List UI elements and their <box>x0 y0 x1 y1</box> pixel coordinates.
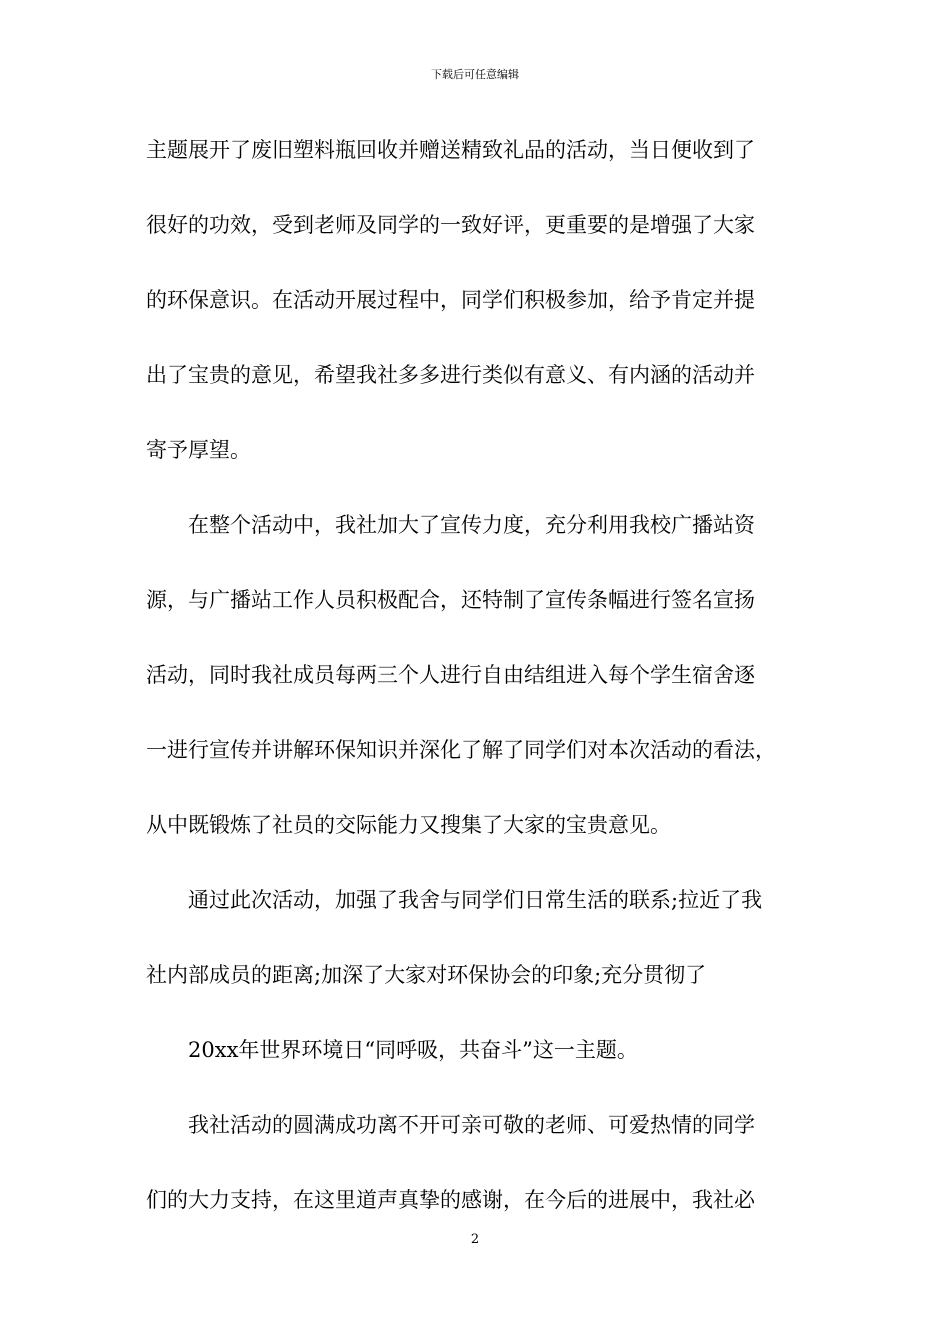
body-line: 寄予厚望。 <box>146 438 251 462</box>
body-line: 从中既锻炼了社员的交际能力又搜集了大家的宝贵意见。 <box>146 813 671 837</box>
body-line: 的环保意识。在活动开展过程中，同学们积极参加，给予肯定并提 <box>146 288 755 312</box>
body-line: 很好的功效，受到老师及同学的一致好评，更重要的是增强了大家 <box>146 213 755 237</box>
paragraph-first-line: 通过此次活动，加强了我舍与同学们日常生活的联系;拉近了我 <box>188 888 763 912</box>
body-line: 源，与广播站工作人员积极配合，还特制了宣传条幅进行签名宣扬 <box>146 588 755 612</box>
body-line: 出了宝贵的意见，希望我社多多进行类似有意义、有内涵的活动并 <box>146 363 755 387</box>
body-line: 20xx年世界环境日“同呼吸，共奋斗”这一主题。 <box>188 1038 638 1062</box>
body-line: 一进行宣传并讲解环保知识并深化了解了同学们对本次活动的看法， <box>146 738 776 762</box>
paragraph-first-line: 在整个活动中，我社加大了宣传力度，充分利用我校广播站资 <box>188 513 755 537</box>
paragraph-first-line: 我社活动的圆满成功离不开可亲可敬的老师、可爱热情的同学 <box>188 1113 755 1137</box>
body-line: 社内部成员的距离;加深了大家对环保协会的印象;充分贯彻了 <box>146 963 707 987</box>
body-line: 们的大力支持，在这里道声真挚的感谢，在今后的进展中，我社必 <box>146 1188 755 1212</box>
body-line: 主题展开了废旧塑料瓶回收并赠送精致礼品的活动，当日便收到了 <box>146 138 755 162</box>
page-number: 2 <box>470 1232 480 1247</box>
body-line: 活动，同时我社成员每两三个人进行自由结组进入每个学生宿舍逐 <box>146 663 755 687</box>
page-header: 下载后可任意编辑 <box>431 68 519 81</box>
